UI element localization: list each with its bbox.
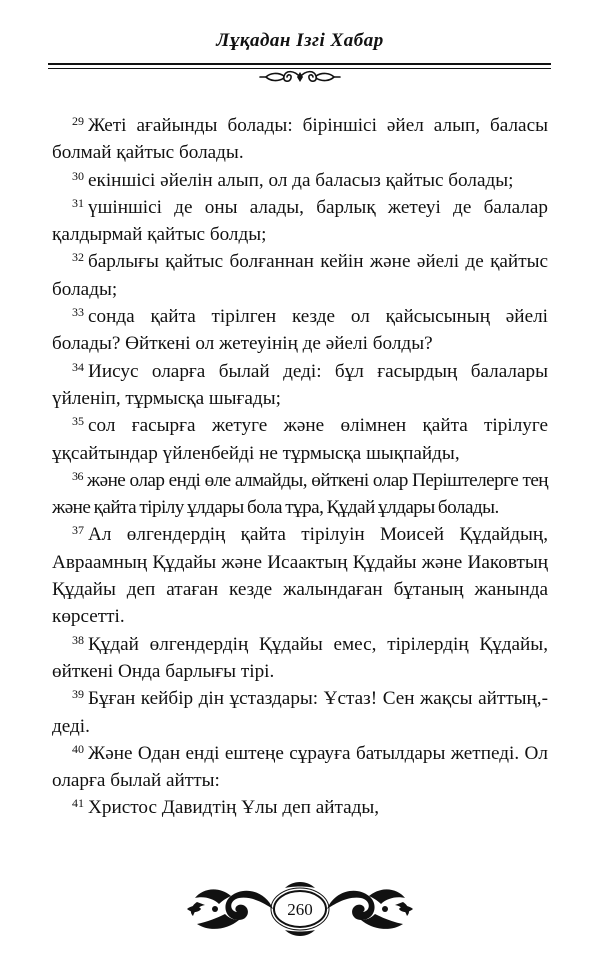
- verse-text: Христос Давидтің Ұлы деп айтады,: [88, 797, 380, 819]
- verse-text: екіншісі әйелін алып, ол да баласыз қайтыс болады;: [88, 169, 514, 191]
- running-title: Лұқадан Ізгі Хабар: [216, 30, 384, 51]
- header-rule-thick: [48, 63, 551, 65]
- verse: [52, 467, 548, 522]
- verse-text: Құдай өлгендердің Құдайы емес, тірілердің Құдайы, өйткені Онда барлығы тірі.: [52, 633, 548, 682]
- verse: [52, 167, 548, 194]
- verse-number: 29: [72, 114, 84, 128]
- verse: [52, 521, 548, 630]
- verse-number: 37: [72, 523, 84, 538]
- verse-number: 36: [72, 468, 83, 483]
- verse-number: 35: [72, 414, 84, 429]
- verse: [52, 358, 548, 413]
- verse-number: 32: [72, 250, 84, 265]
- header-ornament-icon: [258, 68, 342, 86]
- verse-text: Ал өлгендердің қайта тірілуін Моисей Құдайдың, Авраамның Құдайы және Исаактың Құдайы және Иаковтың Құдайы деп атаған кезде жалындаған бұтаның жанында көрсетті.: [52, 524, 548, 628]
- verse: [52, 412, 548, 467]
- verse: [52, 303, 548, 358]
- verse-number: 40: [72, 741, 84, 756]
- verse-number: 38: [72, 632, 84, 647]
- scripture-text: [52, 112, 548, 822]
- verse: [52, 794, 548, 821]
- verse-number: 30: [72, 168, 84, 183]
- verse: [52, 631, 548, 686]
- verse-number: 39: [72, 687, 84, 702]
- verse-number: 33: [72, 305, 84, 320]
- verse: [52, 740, 548, 795]
- verse-text: сол ғасырға жетуге және өлімнен қайта тірілуге ұқсайтындар үйленбейді не тұрмысқа шықпайды,: [52, 415, 548, 464]
- verse-text: барлығы қайтыс болғаннан кейін және әйелі де қайтыс болады;: [52, 251, 548, 300]
- verse-text: үшіншісі де оны алады, барлық жетеуі де балалар қалдырмай қайтыс болды;: [52, 196, 548, 246]
- verse: [52, 248, 548, 303]
- verse-number: 41: [72, 796, 84, 811]
- verse: [52, 112, 548, 167]
- page-number: 260: [287, 900, 313, 919]
- verse-text: Және Одан енді ештеңе сұрауға батылдары жетпеді. Ол оларға былай айтты:: [52, 742, 548, 792]
- verse-number: 31: [72, 195, 84, 210]
- verse: [52, 194, 548, 249]
- verse-text: Бұған кейбір дін ұстаздары: Ұстаз! Сен жақсы айттың,- деді.: [52, 688, 548, 737]
- verse-text: Иисус оларға былай деді: бұл ғасырдың балалары үйленіп, тұрмысқа шығады;: [52, 360, 548, 409]
- verse-number: 34: [72, 359, 84, 374]
- verse: [52, 685, 548, 740]
- verse-text: сонда қайта тірілген кезде ол қайсысының әйелі болады? Өйткені ол жетеуінің де әйелі болды?: [52, 306, 548, 355]
- verse-text: Жеті ағайынды болады: біріншісі әйел алып, баласы болмай қайтыс болады.: [52, 115, 548, 164]
- verse-text: және олар енді өле алмайды, өйткені олар Періштелерге тең және қайта тірілу ұлдары бола тұра, Құдай ұлдары болады.: [52, 469, 548, 519]
